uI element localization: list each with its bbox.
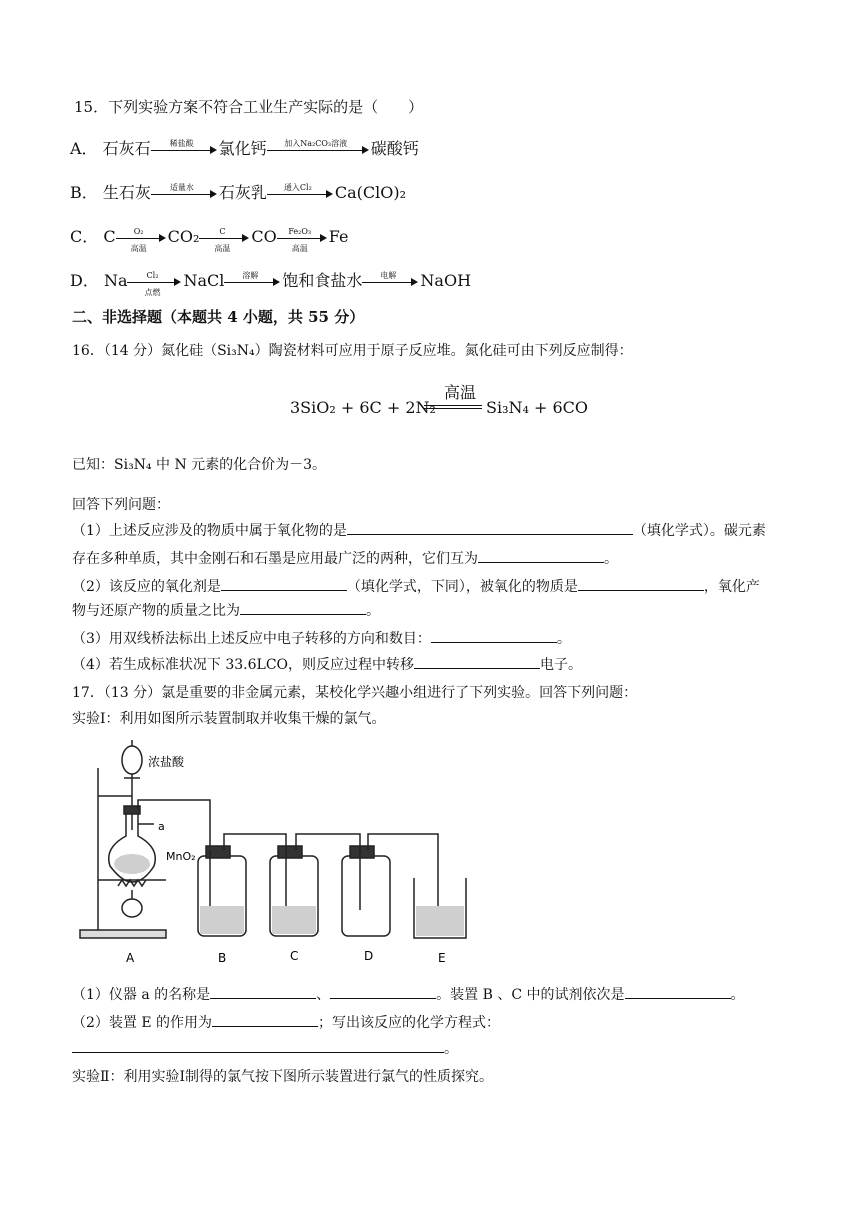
product: NaOH [420, 271, 472, 290]
product: Ca(ClO)₂ [334, 183, 407, 202]
equation-condition: 高温 [443, 383, 476, 402]
stopper-c [278, 846, 302, 858]
equals-sign [424, 405, 482, 409]
answer-blank[interactable] [212, 1012, 318, 1027]
question-text: 。 [444, 1041, 458, 1057]
question-text: （3）用双线桥法标出上述反应中电子转移的方向和数目： [72, 631, 431, 647]
q16-part1 [72, 520, 766, 540]
question-text: 。 [366, 603, 380, 619]
question-text: 。装置 B 、C 中的试剂依次是 [436, 987, 625, 1003]
option-label: A． [70, 139, 98, 158]
answer-blank[interactable] [625, 984, 731, 999]
reaction-arrow [151, 138, 213, 151]
question-text: ，氧化产 [703, 579, 760, 595]
option-label: D． [70, 271, 99, 290]
q17-part1 [72, 984, 745, 1004]
arrow-condition: 加入Na₂CO₃溶液 [284, 138, 348, 148]
answer-blank[interactable] [578, 576, 704, 591]
reaction-arrow [267, 182, 329, 195]
answer-blank[interactable] [478, 548, 604, 563]
bottle-d [342, 856, 390, 936]
q15-option-a[interactable] [70, 136, 419, 159]
q15-option-b[interactable] [70, 180, 406, 203]
q15-option-c[interactable] [70, 224, 349, 253]
liquid-b [200, 906, 244, 934]
arrow-condition: 溶解 [242, 270, 259, 280]
label-E: E [438, 951, 446, 965]
arrow-condition: 稀盐酸 [169, 138, 194, 148]
q17-experiment-2: 实验Ⅱ：利用实验Ⅰ制得的氯气按下图所示装置进行氯气的性质探究。 [72, 1069, 494, 1085]
product: 饱和食盐水 [282, 271, 363, 290]
q16-stem: 16．（14 分）氮化硅（Si₃N₄）陶瓷材料可应用于原子反应堆。氮化硅可由下列反应制得： [72, 343, 633, 359]
label-B: B [218, 951, 227, 965]
liquid-c [272, 906, 316, 934]
reaction-arrow [199, 226, 245, 253]
q17-stem: 17．（13 分）氯是重要的非金属元素，某校化学兴趣小组进行了下列实验。回答下列问题： [72, 685, 638, 701]
section-heading: 二、非选择题（本题共 4 小题，共 55 分） [72, 308, 365, 326]
question-text: （1）仪器 a 的名称是 [72, 987, 211, 1003]
arrow-condition: C [219, 226, 226, 236]
product: CO [251, 227, 277, 246]
q16-answer-intro: 回答下列问题： [72, 497, 170, 513]
answer-blank[interactable] [347, 520, 633, 535]
question-text: （4）若生成标准状况下 33.6LCO，则反应过程中转移 [72, 657, 415, 673]
question-text: （2）该反应的氧化剂是 [72, 579, 221, 595]
answer-blank[interactable] [221, 576, 347, 591]
reactant: Na [103, 271, 128, 290]
arrow-condition: 电解 [380, 270, 397, 280]
question-text: （1）上述反应涉及的物质中属于氧化物的是 [72, 523, 347, 539]
reaction-arrow [151, 182, 213, 195]
q16-part4 [72, 654, 582, 674]
answer-blank[interactable] [210, 984, 316, 999]
label-A: A [126, 951, 135, 965]
product: Fe [328, 227, 349, 246]
q15-option-d[interactable] [70, 268, 472, 297]
separatory-funnel [122, 746, 142, 774]
question-text: 。 [604, 551, 618, 567]
reactant: 石灰石 [102, 139, 151, 158]
question-text: （2）装置 E 的作用为 [72, 1015, 213, 1031]
question-text: （填化学式）。碳元素 [632, 523, 766, 539]
reaction-arrow [277, 226, 323, 253]
reaction-arrow [116, 226, 162, 253]
q16-part2-cont [72, 600, 380, 620]
answer-blank[interactable] [72, 1038, 444, 1053]
answer-blank[interactable] [414, 654, 540, 669]
alcohol-lamp [122, 899, 142, 917]
product: NaCl [183, 271, 225, 290]
reactant: C [103, 227, 116, 246]
q16-known: 已知：Si₃N₄ 中 N 元素的化合价为－3。 [72, 457, 327, 473]
liquid-e [416, 906, 464, 936]
option-label: C． [70, 227, 99, 246]
arrow-condition: 高温 [130, 243, 147, 253]
arrow-condition: O₂ [133, 226, 144, 236]
apparatus-figure [74, 738, 474, 970]
label-a: a [158, 820, 165, 833]
reaction-arrow [267, 138, 365, 151]
question-text: 存在多种单质，其中金刚石和石墨是应用最广泛的两种，它们互为 [72, 551, 478, 567]
product: 氯化钙 [218, 139, 267, 158]
question-text: 、 [316, 987, 331, 1003]
label-mno2: MnO₂ [166, 850, 196, 863]
answer-blank[interactable] [330, 984, 436, 999]
delivery-tube [138, 800, 210, 850]
equation-left: 3SiO₂ + 6C + 2N₂ [290, 398, 436, 417]
arrow-condition: 点燃 [144, 287, 161, 297]
arrow-condition: 适量水 [169, 182, 194, 192]
arrow-condition: 高温 [214, 243, 231, 253]
q17-experiment-1: 实验Ⅰ：利用如图所示装置制取并收集干燥的氯气。 [72, 711, 386, 727]
reaction-arrow [127, 270, 177, 297]
product: 石灰乳 [218, 183, 267, 202]
option-label: B． [70, 183, 98, 202]
arrow-condition: Fe₂O₃ [288, 226, 312, 236]
q17-part2-cont [72, 1038, 458, 1058]
product: 碳酸钙 [370, 139, 419, 158]
reaction-equation [290, 380, 590, 424]
question-text: （填化学式，下同），被氧化的物质是 [346, 579, 578, 595]
q16-part2 [72, 576, 760, 596]
question-text: 电子。 [540, 657, 583, 673]
liquid-flask [114, 854, 150, 874]
label-C: C [290, 949, 299, 963]
question-text: ；写出该反应的化学方程式： [318, 1015, 501, 1031]
label-hcl: 浓盐酸 [148, 755, 185, 769]
answer-blank[interactable] [240, 600, 366, 615]
q16-part3 [72, 628, 571, 648]
answer-blank[interactable] [431, 628, 557, 643]
reactant: 生石灰 [102, 183, 151, 202]
product: CO₂ [167, 227, 200, 246]
wire-gauze [118, 880, 146, 886]
q17-part2 [72, 1012, 500, 1032]
arrow-condition: 高温 [291, 243, 308, 253]
equation-right: Si₃N₄ + 6CO [486, 398, 589, 417]
reaction-arrow [224, 270, 276, 283]
arrow-condition: Cl₂ [146, 270, 159, 280]
question-text: 。 [556, 631, 571, 647]
question-text: 。 [730, 987, 745, 1003]
q16-part1-cont [72, 548, 618, 568]
arrow-condition: 通入Cl₂ [283, 182, 312, 192]
stopper-d [350, 846, 374, 858]
q15-stem: 15．下列实验方案不符合工业生产实际的是（ ） [74, 98, 424, 116]
question-text: 物与还原产物的质量之比为 [72, 603, 240, 619]
label-D: D [364, 949, 374, 963]
stand-base [80, 930, 166, 938]
reaction-arrow [362, 270, 414, 283]
